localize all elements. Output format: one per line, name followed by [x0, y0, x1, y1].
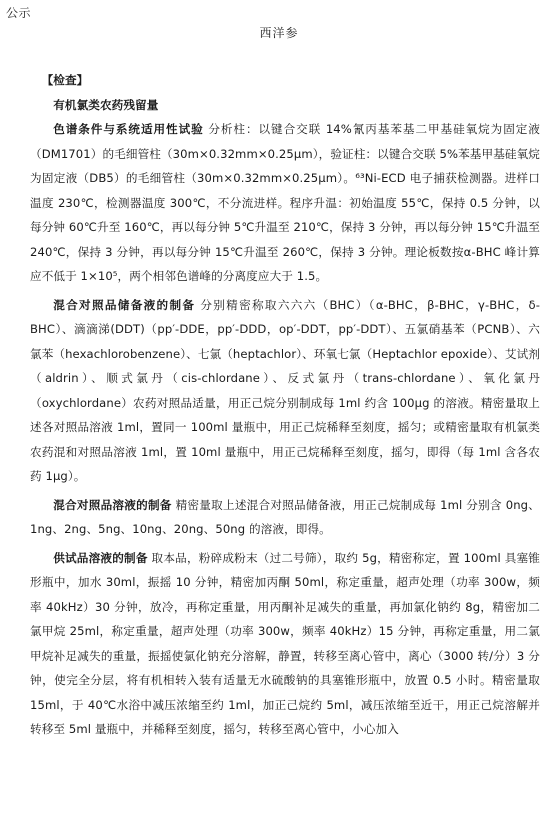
- paragraph-text: 分析柱：以键合交联 14%氰丙基苯基二甲基硅氧烷为固定液（DM1701）的毛细管柱（30m×0.32mm×0.25μm），验证柱：以键合交联 5%苯基甲基硅氧烷为固定液（DB5）的毛细管柱（30m×0.32mm×0.25μm）。⁶³Ni-ECD 电子捕获检测器。进样口温度 230℃，检测器温度 300℃，不分流进样。程序升温：初始温度 55℃，保持 0.5 分钟，以每分钟 60℃升至 160℃，再以每分钟 5℃升温至 210℃，保持 3 分钟，再以每分钟 15℃升温至 240℃，保持 3 分钟，再以每分钟 15℃升温至 260℃，保持 3 分钟。理论板数按α-BHC 峰计算应不低于 1×10⁵，两个相邻色谱峰的分离度应大于 1.5。: [30, 122, 540, 283]
- paragraph-stock-solution: [30, 293, 540, 489]
- paragraph-text: 精密量取上述混合对照品储备液，用正己烷制成每 1ml 分别含 0ng、1ng、2ng、5ng、10ng、20ng、50ng 的溶液，即得。: [30, 497, 540, 536]
- section-heading: 【检查】: [41, 73, 89, 87]
- section-subheading: 有机氯类农药残留量: [53, 97, 159, 112]
- paragraph-text: 取本品，粉碎成粉末（过二号筛），取约 5g，精密称定，置 100ml 具塞锥形瓶中，加水 30ml，振摇 10 分钟，精密加丙酮 50ml，称定重量，超声处理（功率 300w，频率 40kHz）30 分钟，放冷，再称定重量，用丙酮补足减失的重量，再加氯化钠约 8g，精密加二氯甲烷 25ml，称定重量，超声处理（功率 300w，频率 40kHz）15 分钟，再称定重量，用二氯甲烷补足减失的重量，振摇使氯化钠充分溶解，静置，转移至离心管中，离心（3000 转/分）3 分钟，使完全分层，将有机相转入装有适量无水硫酸钠的具塞锥形瓶中，放置 0.5 小时。精密量取 15ml，于 40℃水浴中减压浓缩至约 1ml，加正己烷约 5ml，减压浓缩至近干，用正己烷溶解并转移至 5ml 量瓶中，并稀释至刻度，摇匀，转移至离心管中，小心加入: [30, 550, 540, 736]
- paragraph-text: 分别精密称取六六六（BHC）（α-BHC，β-BHC，γ-BHC，δ-BHC）、滴滴涕(DDT)（pp′-DDE，pp′-DDD，op′-DDT，pp′-DDT）、五氯硝基苯（PCNB）、六氯苯（hexachlorobenzene）、七氯（heptachlor）、环氧七氯（Heptachlor epoxide）、艾试剂（aldrin）、顺式氯丹（cis-chlordane）、反式氯丹（trans-chlordane）、氧化氯丹（oxychlordane）农药对照品适量，用正己烷分别制成每 1ml 约含 100μg 的溶液。精密量取上述各对照品溶液 1ml，置同一 100ml 量瓶中，用正己烷稀释至刻度，摇匀；或精密量取有机氯类农药混和对照品溶液 1ml，置 10ml 量瓶中，用正己烷稀释至刻度，摇匀，即得（每 1ml 含各农药 1μg）。: [30, 297, 540, 483]
- paragraph-test-solution: [30, 546, 540, 742]
- document-title: 西洋参: [259, 26, 299, 40]
- paragraph-term: 供试品溶液的制备: [53, 550, 148, 565]
- paragraph-term: 混合对照品溶液的制备: [53, 497, 172, 512]
- notice-label: 公示: [6, 6, 32, 20]
- paragraph-term: 混合对照品储备液的制备: [53, 297, 196, 312]
- document-body: [30, 68, 540, 742]
- paragraph-term: 色谱条件与系统适用性试验: [53, 122, 204, 136]
- paragraph-reference-solution: [30, 493, 540, 542]
- paragraph-chromatography: [30, 117, 540, 289]
